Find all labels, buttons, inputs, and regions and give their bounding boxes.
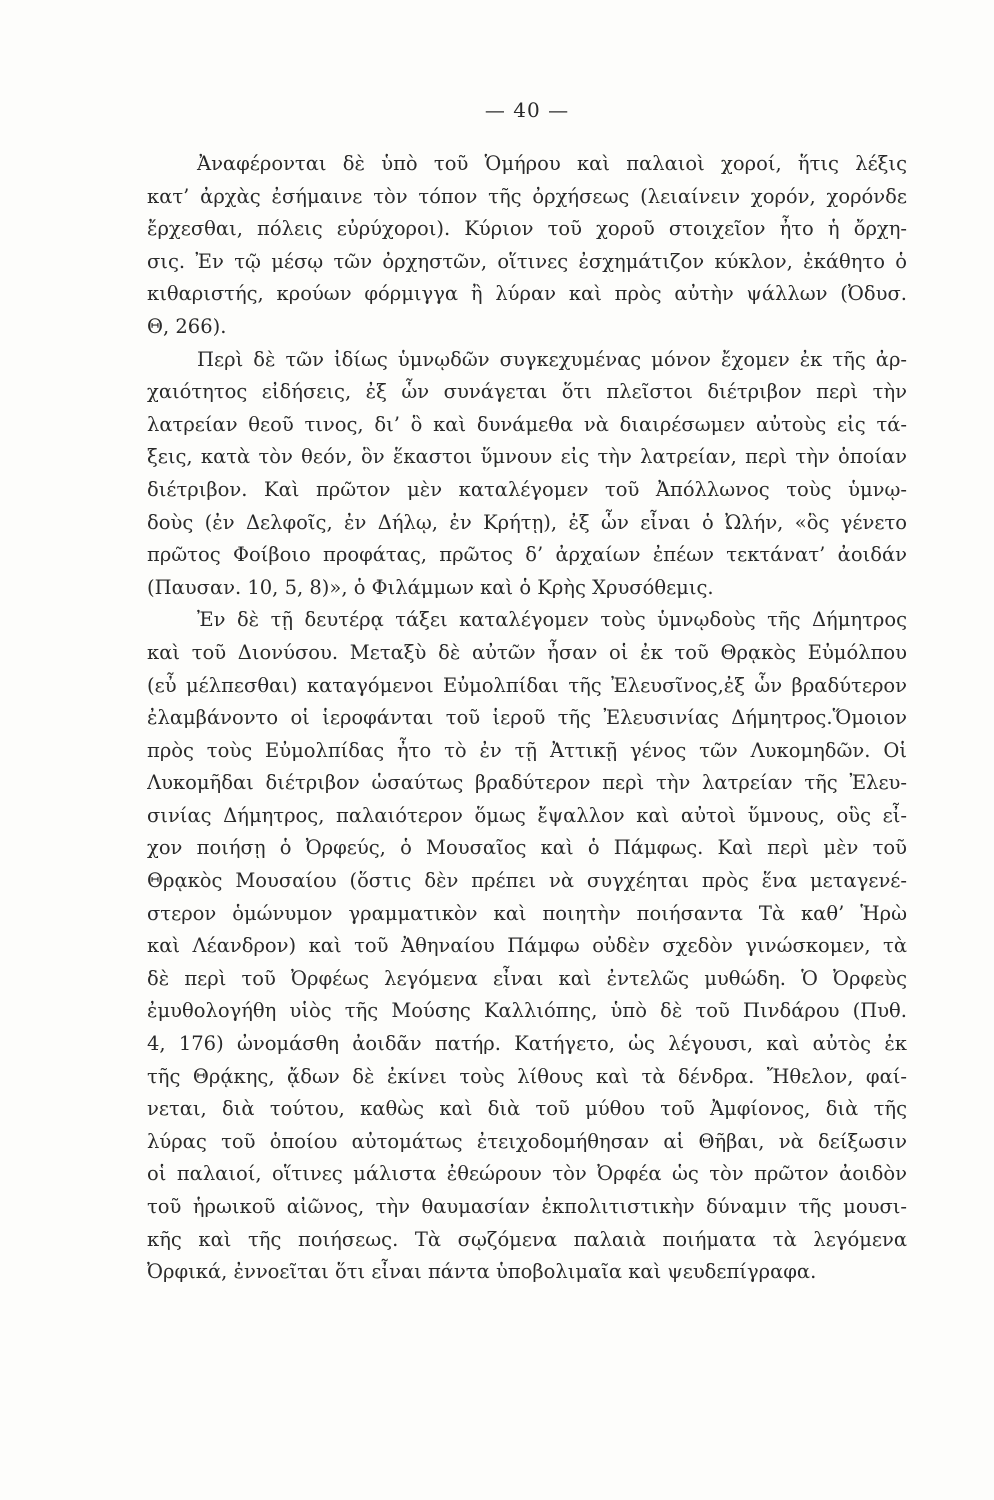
- text-line: διέτριβον. Καὶ πρῶτον μὲν καταλέγομεν τοῦ Ἀπόλλωνος τοὺς ὑμνῳ-: [147, 477, 907, 501]
- text-line: στερον ὁμώνυμον γραμματικὸν καὶ ποιητὴν ποιήσαντα Τὰ καθ’ Ἡρὼ: [147, 901, 907, 925]
- text-line: χαιότητος εἰδήσεις, ἐξ ὧν συνάγεται ὅτι πλεῖστοι διέτριβον περὶ τὴν: [147, 380, 907, 404]
- text-line: Ὀρφικά, ἐννοεῖται ὅτι εἶναι πάντα ὑποβολιμαῖα καὶ ψευδεπίγραφα.: [147, 1260, 817, 1284]
- text-line: (Παυσαν. 10, 5, 8)», ὁ Φιλάμμων καὶ ὁ Κρὴς Χρυσόθεμις.: [147, 575, 714, 599]
- text-line: ἐμυθολογήθη υἱὸς τῆς Μούσης Καλλιόπης, ὑπὸ δὲ τοῦ Πινδάρου (Πυθ.: [147, 999, 907, 1023]
- text-line: κιθαριστής, κρούων φόρμιγγα ἢ λύραν καὶ πρὸς αὐτὴν ψάλλων (Ὀδυσ.: [147, 282, 907, 306]
- page-number: — 40 —: [484, 98, 570, 122]
- text-line: λύρας τοῦ ὁποίου αὐτομάτως ἐτειχοδομήθησαν αἱ Θῆβαι, νὰ δείξωσιν: [147, 1129, 907, 1153]
- text-line: ξεις, κατὰ τὸν θεόν, ὃν ἕκαστοι ὕμνουν εἰς τὴν λατρείαν, περὶ τὴν ὁποίαν: [147, 445, 907, 469]
- text-line: σις. Ἐν τῷ μέσῳ τῶν ὀρχηστῶν, οἵτινες ἐσχημάτιζον κύκλον, ἐκάθητο ὁ: [147, 249, 907, 273]
- text-line: πρὸς τοὺς Εὐμολπίδας ἦτο τὸ ἐν τῇ Ἀττικῇ γένος τῶν Λυκομηδῶν. Οἱ: [147, 738, 907, 762]
- text-line: πρῶτος Φοίβοιο προφάτας, πρῶτος δ’ ἀρχαίων ἐπέων τεκτάνατ’ ἀοιδάν: [147, 543, 907, 567]
- text-line: οἱ παλαιοί, οἵτινες μάλιστα ἐθεώρουν τὸν Ὀρφέα ὡς τὸν πρῶτον ἀοιδὸν: [147, 1162, 907, 1186]
- text-line: χον ποιήσῃ ὁ Ὀρφεύς, ὁ Μουσαῖος καὶ ὁ Πάμφως. Καὶ περὶ μὲν τοῦ: [147, 836, 907, 860]
- text-line: Θρᾳκὸς Μουσαίου (ὅστις δὲν πρέπει νὰ συγχέηται πρὸς ἕνα μεταγενέ-: [147, 869, 907, 893]
- text-line: τῆς Θρᾴκης, ᾄδων δὲ ἐκίνει τοὺς λίθους καὶ τὰ δένδρα. Ἤθελον, φαί-: [147, 1064, 907, 1088]
- text-line: Ἀναφέρονται δὲ ὑπὸ τοῦ Ὁμήρου καὶ παλαιοὶ χοροί, ἥτις λέξις: [197, 152, 907, 175]
- text-line: καὶ Λέανδρον) καὶ τοῦ Ἀθηναίου Πάμφω οὐδὲν σχεδὸν γινώσκομεν, τὰ: [147, 934, 907, 958]
- text-line: Ἐν δὲ τῇ δευτέρᾳ τάξει καταλέγομεν τοὺς ὑμνῳδοὺς τῆς Δήμητρος: [197, 608, 907, 632]
- text-line: τοῦ ἡρωικοῦ αἰῶνος, τὴν θαυμασίαν ἐκπολιτιστικὴν δύναμιν τῆς μουσι-: [147, 1195, 907, 1218]
- text-line: ἐλαμβάνοντο οἱ ἱεροφάνται τοῦ ἱεροῦ τῆς Ἐλευσινίας Δήμητρος.Ὅμοιον: [147, 706, 907, 730]
- body-text: [147, 148, 907, 1289]
- text-line: κῆς καὶ τῆς ποιήσεως. Τὰ σῳζόμενα παλαιὰ ποιήματα τὰ λεγόμενα: [147, 1227, 907, 1251]
- text-line: (εὖ μέλπεσθαι) καταγόμενοι Εὐμολπίδαι τῆς Ἐλευσῖνος,ἐξ ὧν βραδύτερον: [147, 673, 907, 697]
- text-line: καὶ τοῦ Διονύσου. Μεταξὺ δὲ αὐτῶν ἦσαν οἱ ἐκ τοῦ Θρᾳκὸς Εὐμόλπου: [147, 640, 907, 664]
- text-line: Περὶ δὲ τῶν ἰδίως ὑμνῳδῶν συγκεχυμένας μόνον ἔχομεν ἐκ τῆς ἀρ-: [197, 347, 907, 371]
- text-line: Θ, 266).: [147, 314, 227, 338]
- text-line: σινίας Δήμητρος, παλαιότερον ὅμως ἔψαλλον καὶ αὐτοὶ ὕμνους, οὓς εἶ-: [147, 803, 907, 827]
- text-line: δὲ περὶ τοῦ Ὀρφέως λεγόμενα εἶναι καὶ ἐντελῶς μυθώδη. Ὁ Ὀρφεὺς: [147, 966, 907, 990]
- text-line: Λυκομῆδαι διέτριβον ὡσαύτως βραδύτερον περὶ τὴν λατρείαν τῆς Ἐλευ-: [147, 771, 907, 795]
- text-line: κατ’ ἀρχὰς ἐσήμαινε τὸν τόπον τῆς ὀρχήσεως (λειαίνειν χορόν, χορόνδε: [147, 184, 907, 208]
- text-line: ἔρχεσθαι, πόλεις εὐρύχοροι). Κύριον τοῦ χοροῦ στοιχεῖον ἦτο ἡ ὄρχη-: [147, 217, 907, 241]
- text-line: νεται, διὰ τούτου, καθὼς καὶ διὰ τοῦ μύθου τοῦ Ἀμφίονος, διὰ τῆς: [147, 1097, 907, 1121]
- text-line: 4, 176) ὠνομάσθη ἀοιδᾶν πατήρ. Κατήγετο, ὡς λέγουσι, καὶ αὐτὸς ἐκ: [147, 1032, 907, 1056]
- text-line: δοὺς (ἐν Δελφοῖς, ἐν Δήλῳ, ἐν Κρήτῃ), ἐξ ὧν εἶναι ὁ Ὠλήν, «ὃς γένετο: [147, 510, 907, 534]
- text-line: λατρείαν θεοῦ τινος, δι’ ὃ καὶ δυνάμεθα νὰ διαιρέσωμεν αὐτοὺς εἰς τά-: [147, 412, 907, 436]
